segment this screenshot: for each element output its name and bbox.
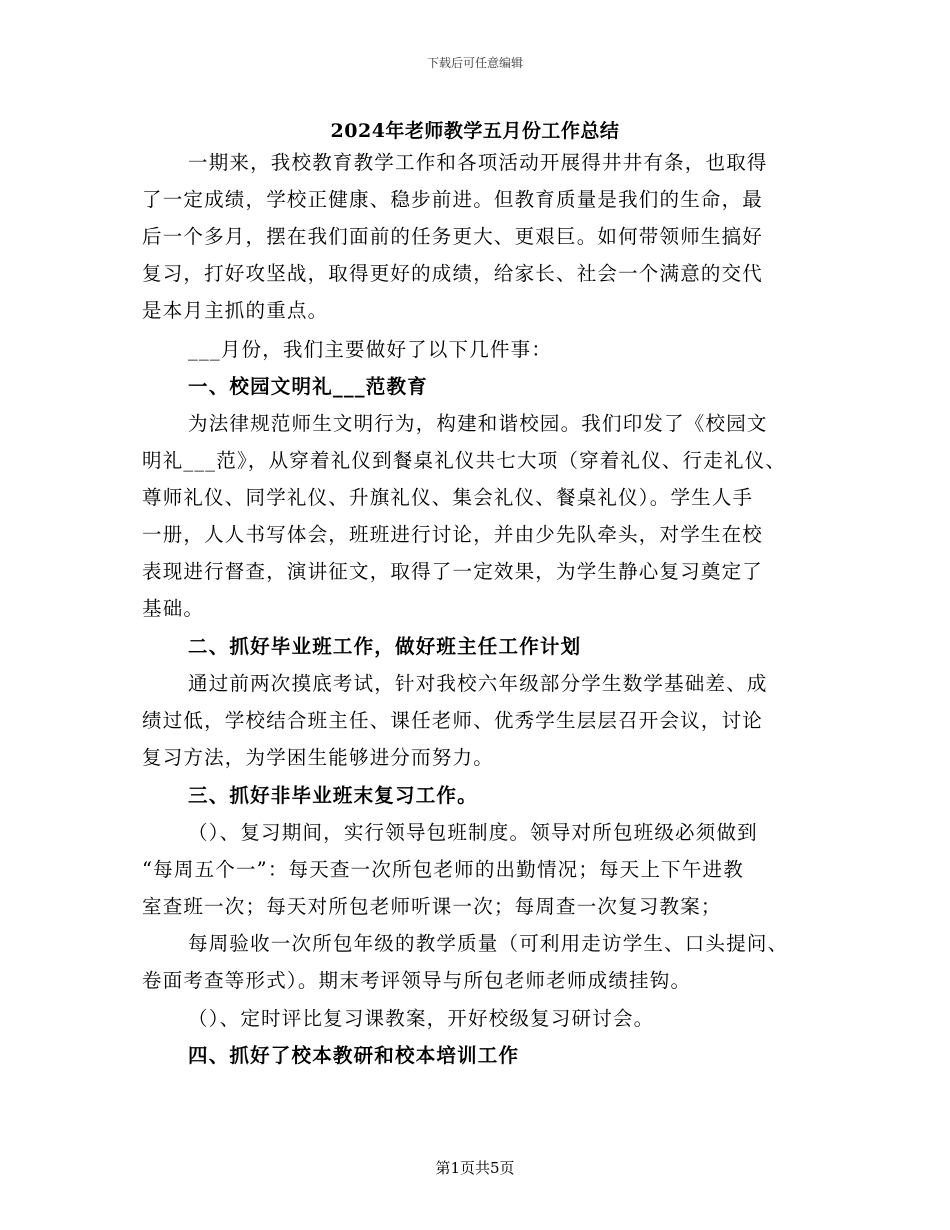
paragraph-line: 通过前两次摸底考试，针对我校六年级部分学生数学基础差、成 (188, 672, 768, 695)
paragraph-line: 复习，打好攻坚战，取得更好的成绩，给家长、社会一个满意的交代 (142, 262, 764, 285)
section-heading: 一、校园文明礼___范教育 (188, 375, 428, 398)
paragraph-line: 一期来，我校教育教学工作和各项活动开展得井井有条，也取得 (188, 151, 768, 174)
header-note: 下载后可任意编辑 (426, 56, 523, 70)
paragraph-line: 室查班一次；每天对所包老师听课一次；每周查一次复习教案； (142, 895, 722, 918)
paragraph-line: 每周验收一次所包年级的教学质量（可利用走访学生、口头提问、 (188, 932, 789, 955)
section-heading: 三、抓好非毕业班末复习工作。 (188, 784, 478, 807)
paragraph-line: 绩过低，学校结合班主任、课任老师、优秀学生层层召开会议，讨论 (142, 709, 764, 732)
section-heading: 四、抓好了校本教研和校本培训工作 (188, 1044, 520, 1067)
paragraph-line: 复习方法，为学困生能够进分而努力。 (142, 746, 494, 769)
paragraph-line: 表现进行督查，演讲征文，取得了一定效果，为学生静心复习奠定了 (142, 560, 764, 583)
paragraph-line: 为法律规范师生文明行为，构建和谐校园。我们印发了《校园文 (188, 412, 768, 435)
section-heading: 二、抓好毕业班工作，做好班主任工作计划 (188, 635, 582, 658)
paragraph-line: 了一定成绩，学校正健康、稳步前进。但教育质量是我们的生命，最 (142, 188, 764, 211)
paragraph-line: “每周五个一”：每天查一次所包老师的出勤情况；每天上下午进教 (142, 858, 744, 881)
paragraph-line: 是本月主抓的重点。 (142, 299, 329, 322)
paragraph-line: （）、定时评比复习课教案，开好校级复习研讨会。 (188, 1007, 655, 1030)
paragraph-line: 一册，人人书写体会，班班进行讨论，并由少先队牵头，对学生在校 (142, 523, 764, 546)
page-footer: 第1页共5页 (435, 1159, 515, 1177)
document-title: 2024年老师教学五月份工作总结 (330, 120, 620, 142)
paragraph-line: 基础。 (142, 597, 205, 620)
paragraph-line: 卷面考查等形式）。期末考评领导与所包老师老师成绩挂钩。 (142, 969, 692, 992)
paragraph-line: ___月份，我们主要做好了以下几件事： (188, 338, 553, 361)
paragraph-line: （）、复习期间，实行领导包班制度。领导对所包班级必须做到 (188, 821, 758, 844)
paragraph-line: 尊师礼仪、同学礼仪、升旗礼仪、集会礼仪、餐桌礼仪）。学生人手 (142, 486, 754, 509)
paragraph-line: 后一个多月，摆在我们面前的任务更大、更艰巨。如何带领师生搞好 (142, 225, 764, 248)
paragraph-line: 明礼___范》，从穿着礼仪到餐桌礼仪共七大项（穿着礼仪、行走礼仪、 (142, 449, 787, 472)
